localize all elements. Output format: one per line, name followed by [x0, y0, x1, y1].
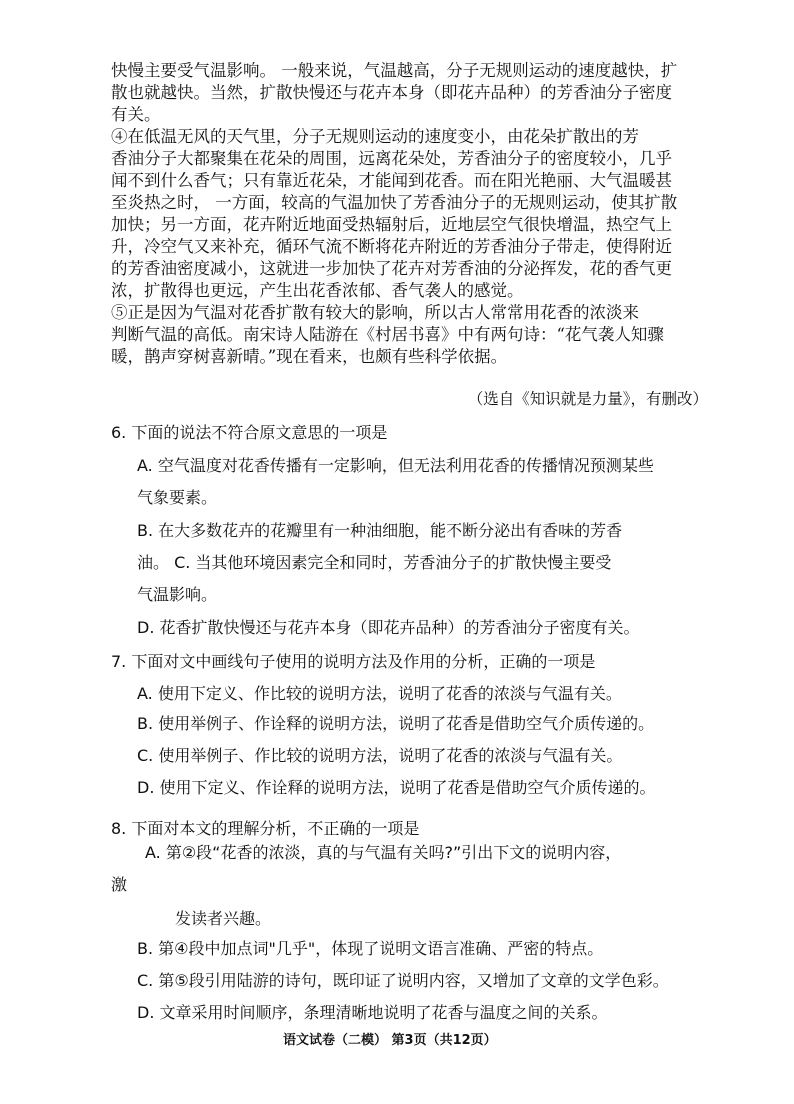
passage-line: 的芳香油密度减小，这就进一步加快了花卉对芳香油的分泌挥发，花的香气更	[111, 259, 672, 278]
passage-line: 加快；另一方面，花卉附近地面受热辐射后，近地层空气很快增温，热空气上	[111, 215, 672, 234]
option-line: B. 使用举例子、作诠释的说明方法，说明了花香是借助空气介质传递的。	[137, 714, 655, 733]
passage-source: （选自《知识就是力量》，有删改）	[467, 390, 708, 408]
passage-line: 判断气温的高低。南宋诗人陆游在《村居书喜》中有两句诗：“花气袭人知骤	[111, 325, 664, 344]
passage-line: ④在低温无风的天气里，分子无规则运动的速度变小，由花朵扩散出的芳	[111, 127, 639, 146]
option-line: 气温影响。	[137, 585, 218, 604]
passage-line: ⑤正是因为气温对花香扩散有较大的影响，所以古人常常用花香的浓淡来	[111, 303, 639, 322]
passage-line: 快慢主要受气温影响。 一般来说，气温越高，分子无规则运动的速度越快，扩	[111, 61, 678, 80]
option-line: B. 在大多数花卉的花瓣里有一种油细胞，能不断分泌出有香味的芳香	[137, 521, 623, 540]
option-line: D. 花香扩散快慢还与花卉本身（即花卉品种）的芳香油分子密度有关。	[137, 618, 640, 637]
option-line: A. 第②段“花香的浓淡，真的与气温有关吗?”引出下文的说明内容，	[145, 843, 622, 862]
passage-line: 至炎热之时， 一方面，较高的气温加快了芳香油分子的无规则运动，使其扩散	[111, 193, 678, 212]
question-stem: 7. 下面对文中画线句子使用的说明方法及作用的分析，正确的一项是	[111, 652, 596, 671]
question-stem: 6. 下面的说法不符合原文意思的一项是	[111, 423, 388, 442]
passage-line: 有关。	[111, 105, 161, 124]
option-line: C. 第⑤段引用陆游的诗句，既印证了说明内容，又增加了文章的文学色彩。	[137, 971, 669, 990]
option-line: D. 文章采用时间顺序，条理清晰地说明了花香与温度之间的关系。	[137, 1003, 608, 1022]
question-stem: 8. 下面对本文的理解分析，不正确的一项是	[111, 819, 420, 838]
passage-line: 升，冷空气又来补充，循环气流不断将花卉附近的芳香油分子带走，使得附近	[111, 237, 672, 256]
passage-line: 散也就越快。当然，扩散快慢还与花卉本身（即花卉品种）的芳香油分子密度	[111, 83, 672, 102]
option-line: A. 使用下定义、作比较的说明方法，说明了花香的浓淡与气温有关。	[137, 684, 622, 703]
page-footer: 语文试卷（二模） 第3页（共12页）	[283, 1033, 497, 1048]
option-line: 发读者兴趣。	[175, 909, 272, 928]
passage-line: 闻不到什么香气；只有靠近花朵，才能闻到花香。而在阳光艳丽、大气温暖甚	[111, 171, 672, 190]
option-line: 激	[111, 875, 128, 894]
option-line: A. 空气温度对花香传播有一定影响，但无法利用花香的传播情况预测某些	[137, 456, 654, 475]
option-line: 气象要素。	[137, 488, 218, 507]
passage-line: 暖，鹊声穿树喜新晴。”现在看来，也颇有些科学依据。	[111, 347, 508, 366]
passage-line: 浓，扩散得也更远，产生出花香浓郁、香气袭人的感觉。	[111, 281, 524, 300]
option-line: 油。 C. 当其他环境因素完全和同时，芳香油分子的扩散快慢主要受	[137, 553, 612, 572]
option-line: D. 使用下定义、作诠释的说明方法，说明了花香是借助空气介质传递的。	[137, 778, 656, 797]
passage-line: 香油分子大都聚集在花朵的周围，远离花朵处，芳香油分子的密度较小，几乎	[111, 149, 672, 168]
option-line: B. 第④段中加点词"几乎"，体现了说明文语言准确、严密的特点。	[137, 939, 604, 958]
option-line: C. 使用举例子、作比较的说明方法，说明了花香的浓淡与气温有关。	[137, 746, 623, 765]
